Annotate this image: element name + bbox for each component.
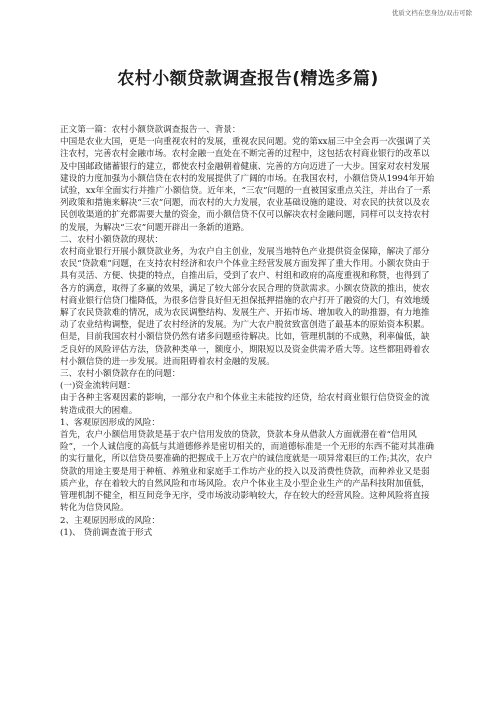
subheading-subjective-risk: 2、主观原因形成的风险：	[60, 515, 160, 526]
section-heading-problems: 三、农村小额贷款存在的问题：	[60, 369, 181, 380]
capital-flow-paragraph: 由于各种主客观因素的影响，一部分农户和个体业主未能按约还贷，给农村商业银行信贷资金的流转造成很大的困难。	[60, 393, 430, 416]
status-paragraph: 农村商业银行开展小额贷款业务，为农户自主创业，发展当地特色产业提供资金保障，解决了部分农民“贷款难”问题，在支持农村经济和农户个体业主经营发展方面发挥了重大作用。小额农贷由于具有灵活、方便、快捷的特点，自推出后，受到了农户、村组和政府的高度重视和称赞，也得到了各方的满意，取得了多赢的效果，满足了较大部分农民合理的贷款需求。小额农贷款的推出，使农村商业银行信贷门槛降低，为很多信誉良好但无担保抵押措施的农户打开了融资的大门，有效地缓解了农民贷款难的情况，成为农民调整结构、发展生产、开拓市场、增加收入的助推器，有力地推动了农业结构调整，促进了农村经济的发展。为广大农户脱贫致富创造了最基本的原始资本积累。但是，目前我国农村小额信贷仍然有诸多问题亟待解决。比如，管理机制的不成熟，利率偏低，缺乏良好的风险评估方法，贷款种类单一，额度小，期限短以及资金供需矛盾大等。这些都阻碍着农村小额信贷的进一步发展。进而阻碍着农村金融的发展。	[60, 247, 430, 367]
list-item-1: (1)、 贷前调查流于形式	[60, 527, 153, 538]
document-title: 农村小额贷款调查报告(精选多篇)	[117, 69, 379, 89]
background-paragraph: 中国是农业大国，更是一向重视农村的发展，重视农民问题。党的第xx届三中全会再一次强调了关注农村，完善农村金融市场。农村金融一直处在不断完善的过程中，这包括农村商业银行的改革以及中国邮政储蓄银行的建立，都使农村金融朝着健康、完善的方向迈进了一大步。国家对农村发展建设的力度加强为小额信贷在农村的发展提供了广阔的市场。在我国农村，小额信贷从1994年开始试验，xx年全面实行并推广小额信贷。近年来，“三农”问题的一直被国家重点关注，并出台了一系列政策和措施来解决“三农”问题，而农村的大力发展，农业基础设施的建设、对农民的扶贫以及农民创收渠道的扩充都需要大量的资金，而小额信贷不仅可以解决农村金融问题，同样可以支持农村的发展，为解决“三农”问题开辟出一条新的道路。	[60, 137, 435, 233]
document-body	[60, 124, 438, 539]
subheading-objective-risk: 1、客观原因形成的风险：	[60, 417, 160, 428]
header-note: 优质文档在您身边/双击可除	[391, 9, 472, 17]
objective-risk-paragraph: 首先，农户小额信用贷款是基于农户信用发放的贷款，贷款本身从借款人方面就潜在着“信用风险”，一个人诚信度的高低与其道德修养是密切相关的，而道德标准是一个无形的东西不能对其准确的实行量化，所以信贷员要准确的把握成千上万农户的诚信度就是一项异常艰巨的工作;其次，农户贷款的用途主要是用于种植、养殖业和家庭手工作坊产业的投入以及消费性贷款，而种养业又是弱质产业，存在着较大的自然风险和市场风险。农户个体业主及小型企业生产的产品科技附加值低，管理机制不健全，相互间竞争无序，受市场波动影响较大，存在较大的经营风险。这种风险将直接转化为信贷风险。	[60, 430, 434, 514]
intro-line: 正文第一篇：农村小额贷款调查报告一、背景：	[60, 125, 241, 135]
subheading-capital-flow: (一)资金流转问题：	[60, 381, 136, 392]
section-heading-status: 二、农村小额贷款的现状：	[60, 234, 164, 245]
